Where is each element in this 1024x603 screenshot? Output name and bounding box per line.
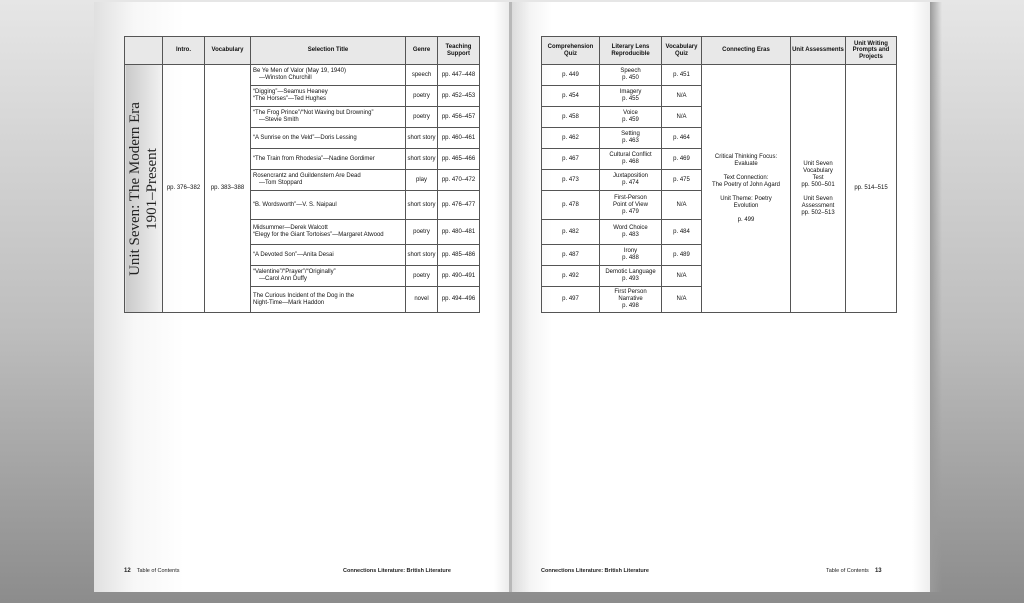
vocab-test-unit: Unit Seven — [803, 160, 833, 167]
selection-title-line: —Stevie Smith — [259, 117, 299, 123]
right-contents-table — [541, 36, 897, 313]
teaching-support-cell: pp. 485–486 — [438, 245, 480, 266]
literary-lens-line: Narrative — [618, 296, 643, 302]
literary-lens-line: Imagery — [619, 89, 642, 95]
literary-lens-cell — [600, 266, 662, 287]
left-footer-book-title: Connections Literature: British Literature — [343, 568, 451, 574]
vocabulary-quiz-cell: p. 489 — [662, 245, 702, 266]
right-header-row — [542, 37, 897, 65]
literary-lens-cell — [600, 287, 662, 313]
comprehension-quiz-cell: p. 487 — [542, 245, 600, 266]
genre-cell: poetry — [406, 86, 438, 107]
header-vocabulary: Vocabulary — [205, 37, 251, 65]
teaching-support-cell: pp. 476–477 — [438, 191, 480, 220]
teaching-support-cell: pp. 447–448 — [438, 65, 480, 86]
right-footer-book — [541, 568, 649, 574]
comprehension-quiz-cell: p. 458 — [542, 107, 600, 128]
vocabulary-quiz-cell: p. 451 — [662, 65, 702, 86]
teaching-support-cell: pp. 456–457 — [438, 107, 480, 128]
vocabulary-quiz-cell: N/A — [662, 107, 702, 128]
right-footer-page-info — [826, 568, 882, 574]
vocabulary-quiz-cell: p. 464 — [662, 128, 702, 149]
unit-header-blank — [125, 37, 163, 65]
teaching-support-cell: pp. 480–481 — [438, 220, 480, 245]
selection-title-line: “The Horses”—Ted Hughes — [253, 96, 327, 102]
selection-title-line: Night-Time—Mark Haddon — [253, 299, 325, 306]
selection-title — [251, 86, 406, 107]
literary-lens-line: p. 498 — [622, 303, 639, 309]
literary-lens-line: p. 493 — [622, 276, 639, 282]
selection-title — [251, 65, 406, 86]
selection-title-line: Be Ye Men of Valor (May 19, 1940) — [253, 68, 346, 74]
table-row — [125, 65, 480, 86]
selection-title — [251, 149, 406, 170]
comprehension-quiz-cell: p. 482 — [542, 220, 600, 245]
selection-title — [251, 107, 406, 128]
connecting-eras-page: p. 499 — [737, 216, 755, 223]
literary-lens-cell — [600, 220, 662, 245]
header-selection-title: Selection Title — [251, 37, 406, 65]
selection-title — [251, 245, 406, 266]
genre-cell: poetry — [406, 266, 438, 287]
unit-title-cell — [125, 65, 163, 313]
left-footer-section: Table of Contents — [136, 568, 180, 574]
genre-cell: short story — [406, 191, 438, 220]
teaching-support-cell: pp. 490–491 — [438, 266, 480, 287]
teaching-support-cell: pp. 465–466 — [438, 149, 480, 170]
header-unit-assessments: Unit Assessments — [791, 37, 846, 65]
literary-lens-line: p. 459 — [622, 117, 639, 123]
selection-title-line: —Carol Ann Duffy — [259, 276, 307, 282]
header-connecting-eras: Connecting Eras — [702, 37, 791, 65]
critical-thinking-value: Evaluate — [734, 160, 758, 167]
literary-lens-line: Word Choice — [613, 225, 648, 231]
comprehension-quiz-cell: p. 454 — [542, 86, 600, 107]
comprehension-quiz-cell: p. 473 — [542, 170, 600, 191]
header-genre: Genre — [406, 37, 438, 65]
right-page-number: 13 — [874, 568, 882, 574]
selection-title-line: Rosencrantz and Guildenstern Are Dead — [253, 173, 361, 179]
literary-lens-line: p. 450 — [622, 75, 639, 81]
selection-title — [251, 266, 406, 287]
literary-lens-cell — [600, 107, 662, 128]
literary-lens-line: Point of View — [613, 201, 648, 208]
connecting-eras-cell — [702, 65, 791, 313]
vocabulary-quiz-cell: N/A — [662, 266, 702, 287]
left-footer-page-info — [124, 568, 180, 574]
literary-lens-cell — [600, 149, 662, 170]
literary-lens-line: p. 474 — [622, 180, 639, 186]
literary-lens-cell — [600, 191, 662, 220]
writing-prompts-cell: pp. 514–515 — [846, 65, 897, 313]
genre-cell: short story — [406, 128, 438, 149]
comprehension-quiz-cell: p. 467 — [542, 149, 600, 170]
comprehension-quiz-cell: p. 449 — [542, 65, 600, 86]
unit-theme-value: Evolution — [733, 202, 759, 209]
selection-title-line: “The Train from Rhodesia”—Nadine Gordimer — [253, 155, 375, 162]
vocab-test-type: Test — [812, 174, 824, 181]
comprehension-quiz-cell: p. 462 — [542, 128, 600, 149]
literary-lens-cell — [600, 65, 662, 86]
literary-lens-cell — [600, 86, 662, 107]
unit-era-line: 1901–Present — [143, 147, 160, 230]
intro-pages: pp. 376–382 — [163, 65, 205, 313]
vocab-test-pages: pp. 500–501 — [801, 181, 835, 188]
selection-title-line: —Tom Stoppard — [259, 180, 303, 186]
unit-title-line: Unit Seven: The Modern Era — [126, 101, 143, 276]
header-comprehension-quiz: Comprehension Quiz — [542, 37, 600, 65]
vocabulary-pages: pp. 383–388 — [205, 65, 251, 313]
selection-title-line: “Elegy for the Giant Tortoises”—Margaret Atwood — [253, 232, 384, 238]
spacer — [703, 189, 789, 196]
vocabulary-quiz-cell: p. 484 — [662, 220, 702, 245]
critical-thinking-label: Critical Thinking Focus: — [714, 153, 778, 160]
literary-lens-line: p. 455 — [622, 96, 639, 102]
header-literary-lens: Literary Lens Reproducible — [600, 37, 662, 65]
genre-cell: poetry — [406, 220, 438, 245]
genre-cell: short story — [406, 149, 438, 170]
selection-title — [251, 128, 406, 149]
comprehension-quiz-cell: p. 478 — [542, 191, 600, 220]
spacer — [703, 210, 789, 217]
unit-assessments-cell — [791, 65, 846, 313]
right-footer-section: Table of Contents — [826, 568, 869, 574]
text-connection-value: The Poetry of John Agard — [711, 181, 781, 188]
selection-title — [251, 191, 406, 220]
vocabulary-quiz-cell: p. 475 — [662, 170, 702, 191]
teaching-support-cell: pp. 470–472 — [438, 170, 480, 191]
selection-title-line: “Valentine”/“Prayer”/“Originally” — [253, 269, 336, 275]
spacer — [703, 168, 789, 175]
selection-title-line: “B. Wordsworth”—V. S. Naipaul — [253, 201, 337, 208]
selection-title — [251, 170, 406, 191]
literary-lens-line: Irony — [623, 248, 638, 254]
literary-lens-line: First-Person — [614, 194, 647, 201]
header-intro: Intro. — [163, 37, 205, 65]
comprehension-quiz-cell: p. 492 — [542, 266, 600, 287]
selection-title-line: —Winston Churchill — [259, 75, 312, 81]
literary-lens-line: p. 488 — [622, 255, 639, 261]
comprehension-quiz-cell: p. 497 — [542, 287, 600, 313]
literary-lens-line: p. 463 — [622, 138, 639, 144]
header-writing-prompts: Unit Writing Prompts and Projects — [846, 37, 897, 65]
text-connection-label: Text Connection: — [723, 174, 769, 181]
left-page-number: 12 — [124, 568, 131, 574]
literary-lens-cell — [600, 128, 662, 149]
left-header-row — [125, 37, 480, 65]
teaching-support-cell: pp. 452–453 — [438, 86, 480, 107]
genre-cell: novel — [406, 287, 438, 313]
literary-lens-line: p. 468 — [622, 159, 639, 165]
literary-lens-line: Demotic Language — [605, 269, 656, 275]
assessment-label: Assessment — [801, 202, 835, 209]
vocabulary-quiz-cell: N/A — [662, 287, 702, 313]
genre-cell: short story — [406, 245, 438, 266]
genre-cell: poetry — [406, 107, 438, 128]
selection-title-line: “The Frog Prince”/“Not Waving but Drowning” — [253, 110, 374, 116]
literary-lens-line: Voice — [623, 110, 638, 116]
unit-title — [127, 102, 161, 276]
literary-lens-line: Setting — [621, 131, 640, 137]
selection-title — [251, 220, 406, 245]
selection-title-line: “Digging”—Seamus Heaney — [253, 89, 328, 95]
page-shadow — [930, 2, 942, 592]
vocabulary-quiz-cell: p. 469 — [662, 149, 702, 170]
literary-lens-line: Juxtaposition — [612, 173, 649, 179]
literary-lens-cell — [600, 170, 662, 191]
spacer — [792, 189, 844, 196]
selection-title-line: Midsummer—Derek Walcott — [253, 225, 328, 231]
vocabulary-quiz-cell: N/A — [662, 191, 702, 220]
left-footer-book — [343, 568, 451, 574]
header-vocabulary-quiz: Vocabulary Quiz — [662, 37, 702, 65]
literary-lens-line: Cultural Conflict — [609, 152, 652, 158]
teaching-support-cell: pp. 460–461 — [438, 128, 480, 149]
unit-theme-label: Unit Theme: Poetry — [720, 195, 772, 202]
literary-lens-line: Speech — [620, 68, 641, 74]
selection-title-line: The Curious Incident of the Dog in the — [253, 292, 355, 299]
selection-title — [251, 287, 406, 313]
genre-cell: speech — [406, 65, 438, 86]
vocabulary-quiz-cell: N/A — [662, 86, 702, 107]
teaching-support-cell: pp. 494–496 — [438, 287, 480, 313]
left-contents-table — [124, 36, 480, 313]
vocab-test-label: Vocabulary — [803, 167, 833, 174]
genre-cell: play — [406, 170, 438, 191]
selection-title-line: “A Devoted Son”—Anita Desai — [253, 251, 334, 258]
selection-title-line: “A Sunrise on the Veld”—Doris Lessing — [253, 134, 357, 141]
assessment-pages: pp. 502–513 — [801, 209, 835, 216]
literary-lens-cell — [600, 245, 662, 266]
assessment-unit: Unit Seven — [803, 195, 833, 202]
literary-lens-line: p. 483 — [622, 232, 639, 238]
right-footer-book-title: Connections Literature: British Literature — [541, 568, 649, 574]
literary-lens-line: First Person — [614, 289, 647, 295]
header-teaching-support: Teaching Support — [438, 37, 480, 65]
table-row — [542, 65, 897, 86]
literary-lens-line: p. 479 — [622, 208, 639, 215]
